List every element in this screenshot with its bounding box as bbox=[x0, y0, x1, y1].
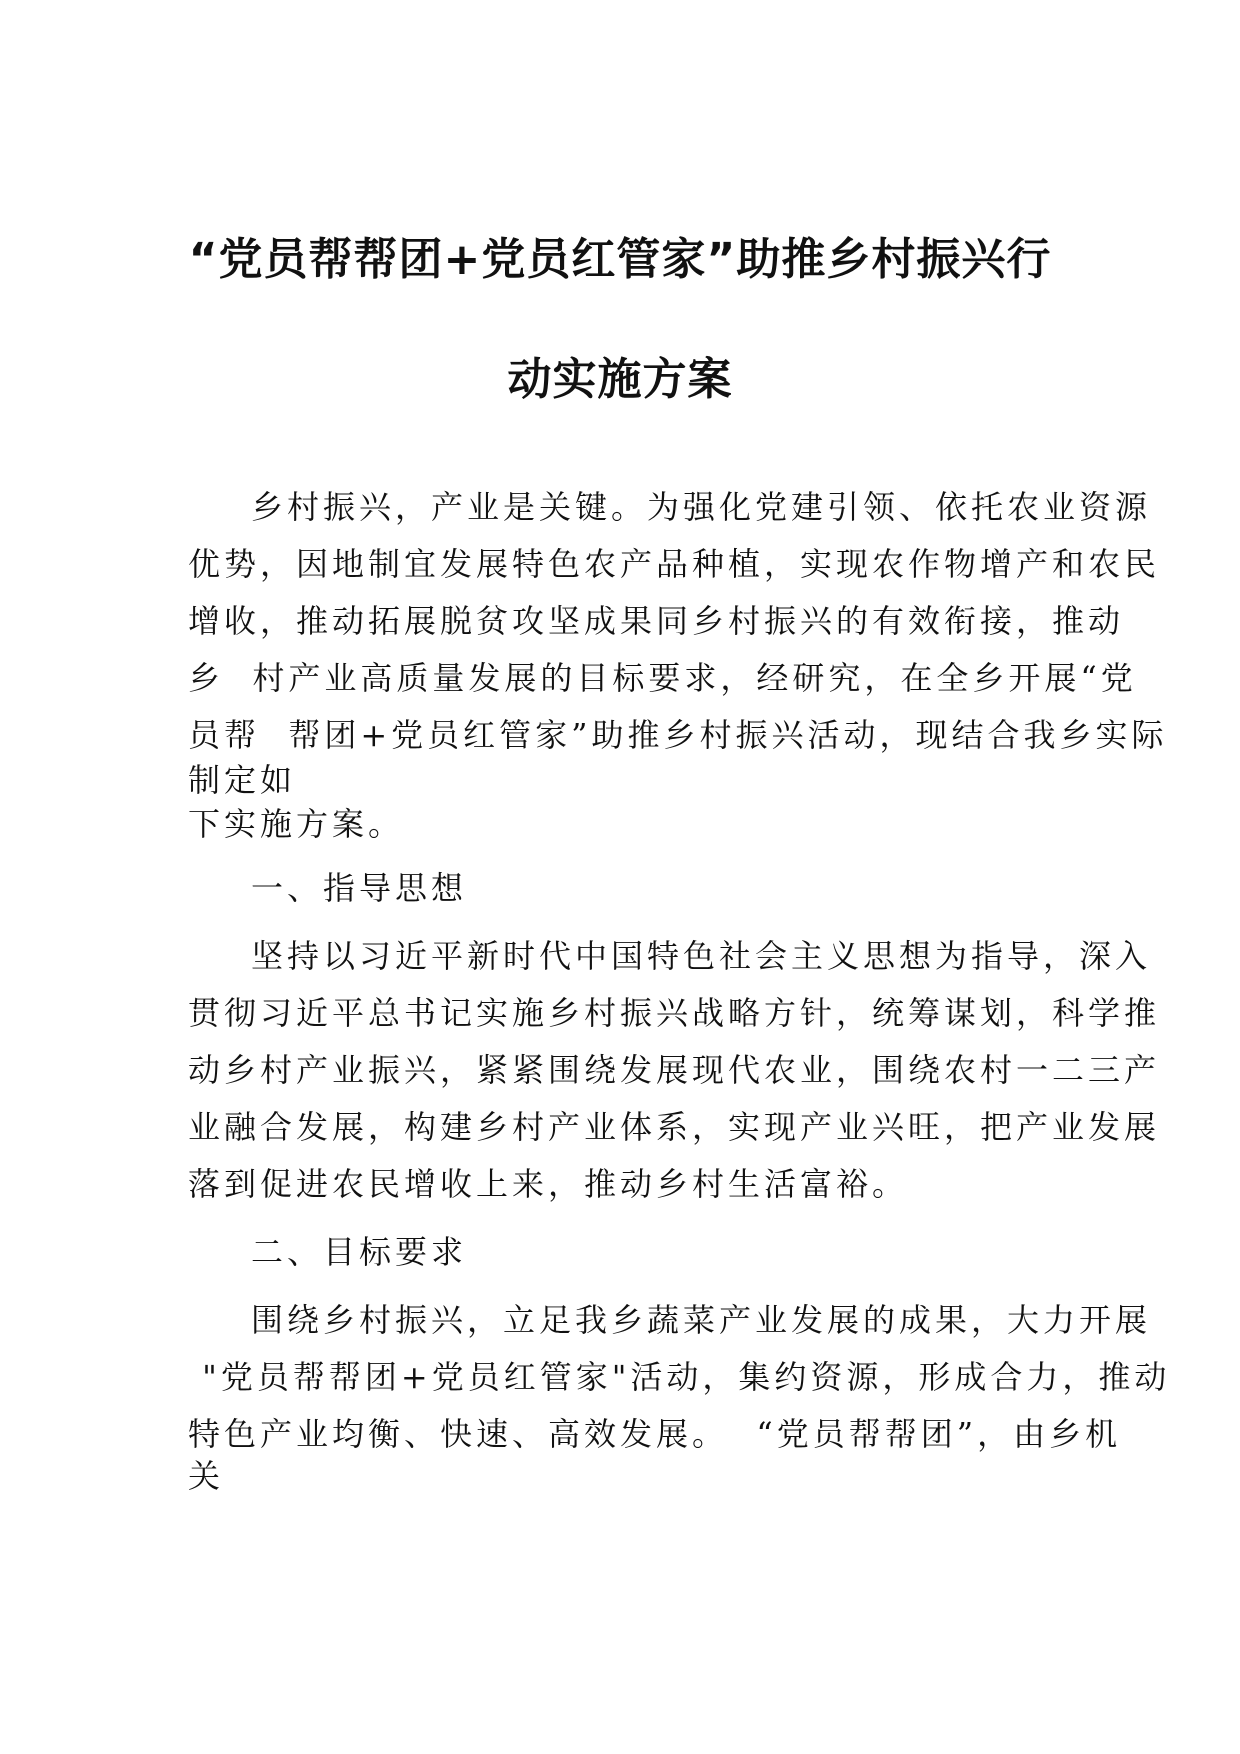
intro-paragraph-line: 增收，推动拓展脱贫攻坚成果同乡村振兴的有效衔接，推动 bbox=[188, 602, 1125, 640]
guiding-thought-paragraph-line: 坚持以习近平新时代中国特色社会主义思想为指导，深入 bbox=[251, 937, 1152, 975]
guiding-thought-paragraph-line: 贯彻习近平总书记实施乡村振兴战略方针，统筹谋划，科学推 bbox=[188, 994, 1161, 1032]
section-heading-goals: 二、目标要求 bbox=[251, 1233, 468, 1271]
section-heading-guiding-thought: 一、指导思想 bbox=[251, 869, 468, 907]
guiding-thought-paragraph-line: 动乡村产业振兴，紧紧围绕发展现代农业，围绕农村一二三产 bbox=[188, 1051, 1161, 1089]
goals-paragraph-line: 关 bbox=[188, 1457, 225, 1495]
intro-paragraph-line: 制定如 bbox=[188, 761, 297, 799]
goals-paragraph-line: 特色产业均衡、快速、高效发展。 “党员帮帮团”，由乡机 bbox=[188, 1415, 1122, 1453]
guiding-thought-paragraph-line: 业融合发展，构建乡村产业体系，实现产业兴旺，把产业发展 bbox=[188, 1108, 1161, 1146]
intro-paragraph-line: 乡村振兴，产业是关键。为强化党建引领、依托农业资源 bbox=[251, 488, 1152, 526]
intro-paragraph-line: 乡 村产业高质量发展的目标要求，经研究，在全乡开展“党 bbox=[188, 659, 1137, 697]
guiding-thought-paragraph-line: 落到促进农民增收上来，推动乡村生活富裕。 bbox=[188, 1165, 909, 1203]
document-title-line-1: “党员帮帮团+党员红管家”助推乡村振兴行 bbox=[188, 234, 1052, 285]
intro-paragraph-line: 员帮 帮团+党员红管家”助推乡村振兴活动，现结合我乡实际 bbox=[188, 716, 1168, 754]
document-title-line-2: 动实施方案 bbox=[507, 354, 733, 405]
goals-paragraph-line: 围绕乡村振兴，立足我乡蔬菜产业发展的成果，大力开展 bbox=[251, 1301, 1152, 1339]
intro-paragraph-line: 优势，因地制宜发展特色农产品种植，实现农作物增产和农民 bbox=[188, 545, 1161, 583]
goals-paragraph-line: "党员帮帮团+党员红管家"活动，集约资源，形成合力，推动 bbox=[188, 1358, 1171, 1396]
intro-paragraph-line: 下实施方案。 bbox=[188, 805, 405, 843]
